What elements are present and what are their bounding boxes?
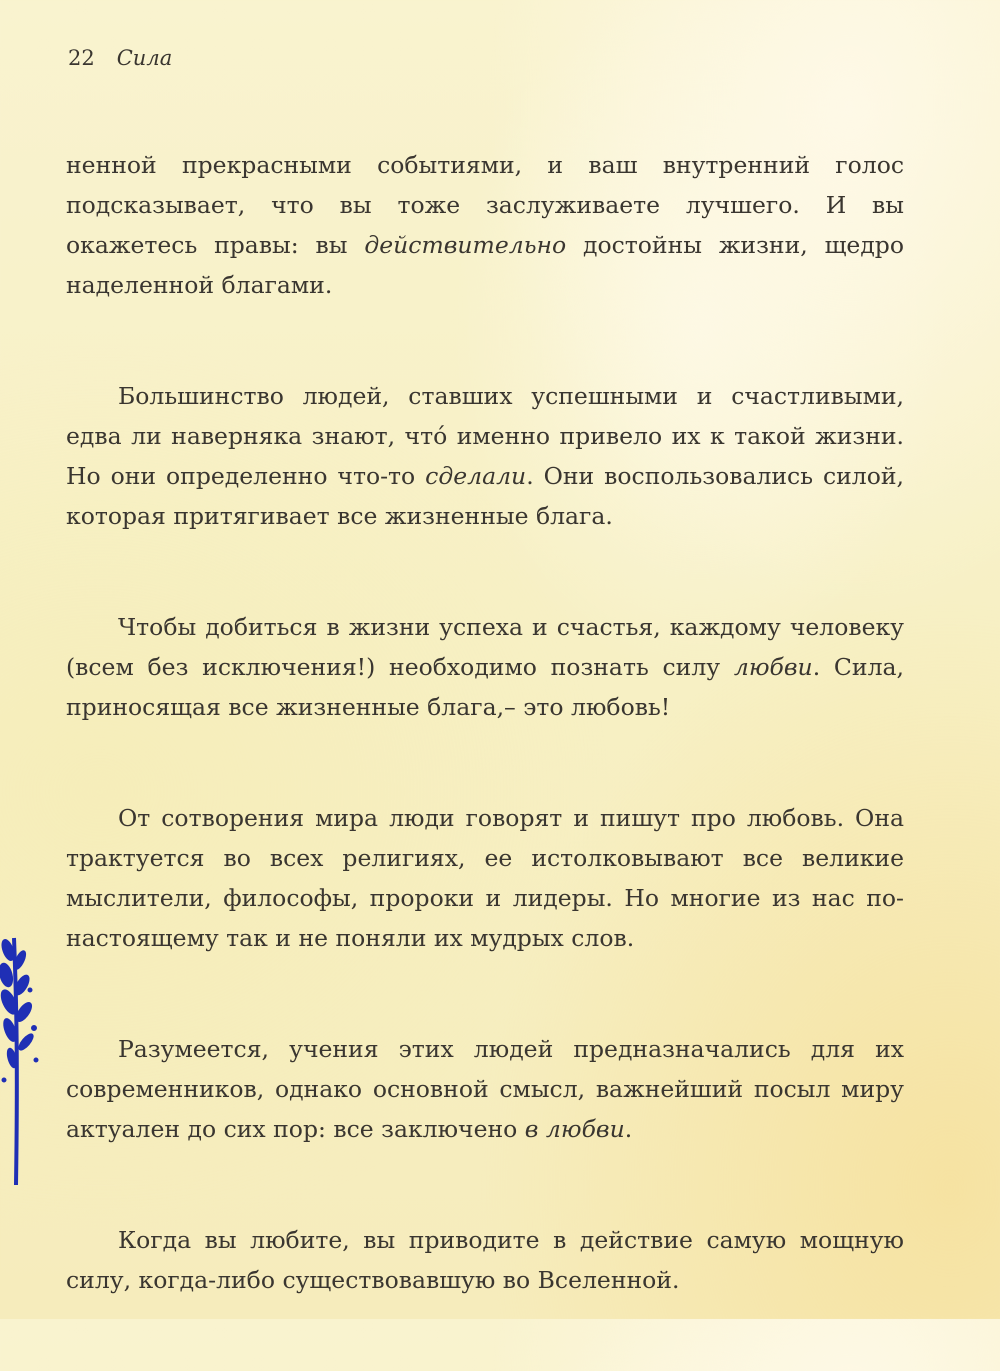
paragraph-4: От сотворения мира люди говорят и пишут про любовь. Она трактуется во всех религиях, ее истолковывают все великие мыслители, философы, пророки и лидеры. Но многие из нас по-настоящему так и не поняли их мудрых слов.	[66, 804, 904, 952]
paragraph-5	[66, 1029, 904, 1149]
running-head	[68, 46, 172, 70]
lavender-sprig-icon	[0, 930, 46, 1190]
paragraph-5-text-a: Разумеется, учения этих людей предназначались для их современников, однако основной смысл, важнейший посыл миру актуален до сих пор: все заключено	[66, 1035, 904, 1143]
paragraph-5-emphasis: в любви	[524, 1115, 625, 1143]
paragraph-1-emphasis: действительно	[364, 231, 567, 259]
paragraph-1	[66, 145, 904, 305]
paragraph-6: Когда вы любите, вы приводите в действие самую мощную силу, когда-либо существовавшую во Вселенной.	[66, 1226, 904, 1294]
paragraph-3-emphasis: любви	[733, 653, 813, 681]
paragraph-1-text-b: достойны жизни, щедро наделенной благами.	[66, 231, 904, 299]
paragraph-3-text-a: Чтобы добиться в жизни успеха и счастья, каждому человеку (всем без исключения!) необходимо познать силу	[66, 613, 904, 681]
page-number: 22	[68, 46, 95, 70]
body-text	[66, 145, 904, 1371]
paragraph-1-text-a: ненной прекрасными событиями, и ваш внутренний голос подсказывает, что вы тоже заслуживаете лучшего. И вы окажетесь правы: вы	[66, 151, 904, 259]
paragraph-5-text-b: .	[624, 1115, 633, 1143]
section-title: Сила	[116, 46, 173, 70]
paragraph-3-text-b: . Сила, приносящая все жизненные блага,– это любовь!	[66, 653, 904, 721]
paragraph-2-emphasis: сделали	[425, 462, 527, 490]
paragraph-2-text-b: . Они воспользовались силой, которая притягивает все жизненные блага.	[66, 462, 904, 530]
paragraph-2	[66, 376, 904, 536]
paragraph-3	[66, 607, 904, 727]
paragraph-2-text-a: Большинство людей, ставших успешными и счастливыми, едва ли наверняка знают, чтó именно привело их к такой жизни. Но они определенно что-то	[66, 382, 904, 490]
